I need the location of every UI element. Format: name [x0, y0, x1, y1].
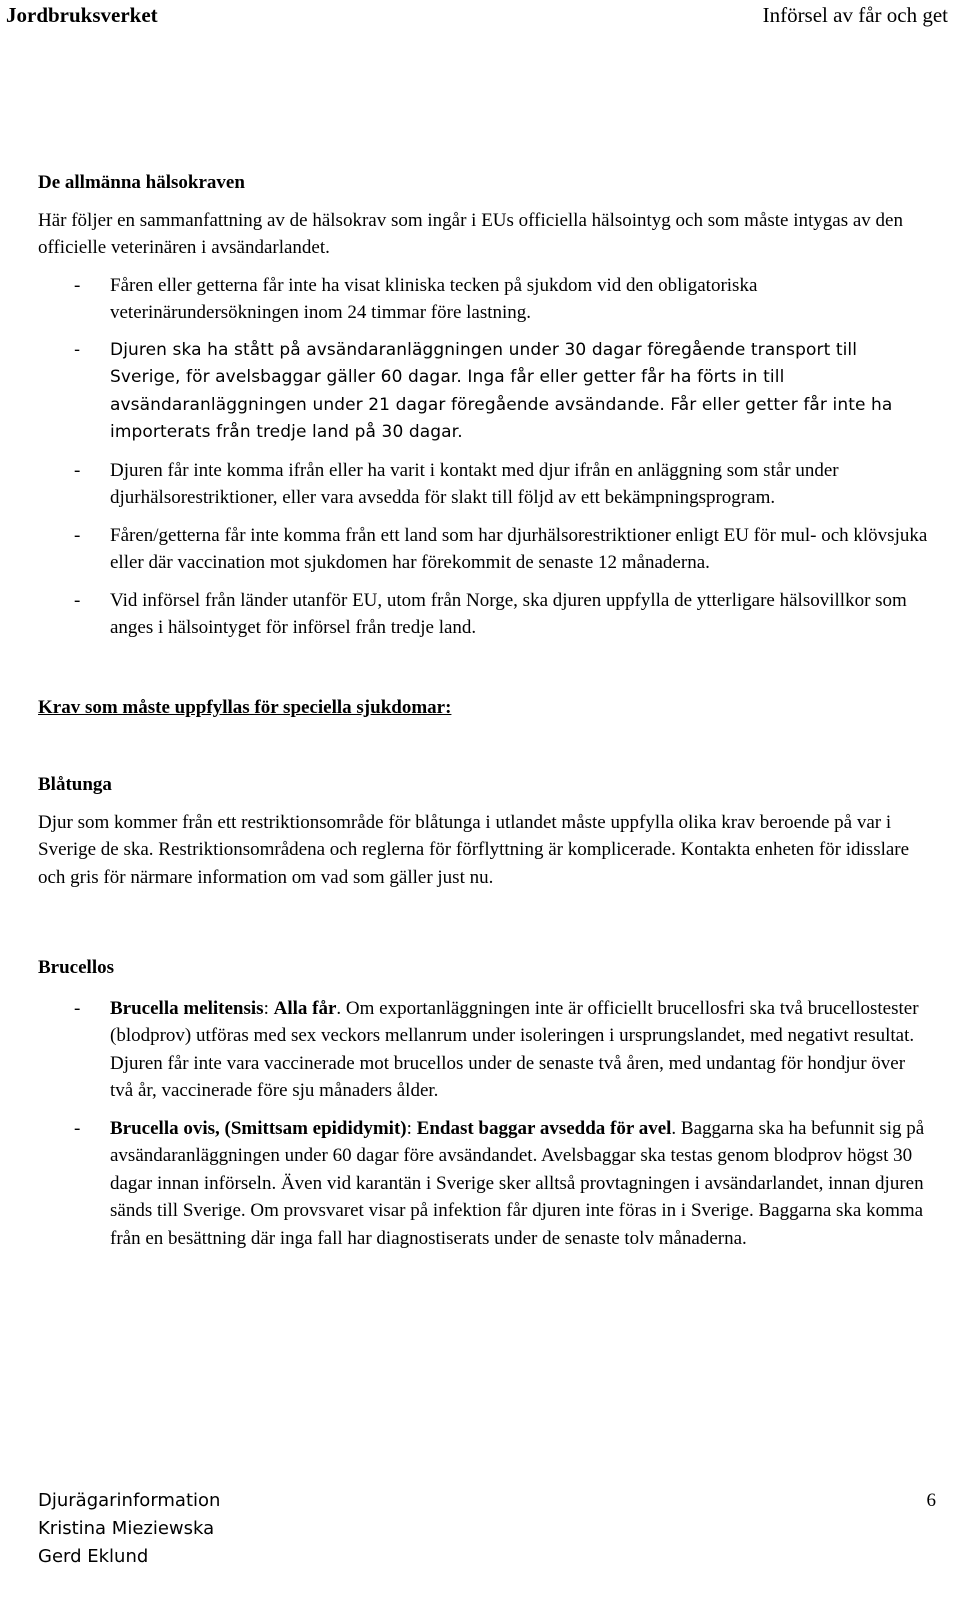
- separator-text: :: [406, 1117, 417, 1139]
- page-number: 6: [926, 1490, 936, 1511]
- affected-animals: Endast baggar avsedda för avel: [416, 1117, 672, 1139]
- general-health-heading: De allmänna hälsokraven: [38, 172, 245, 193]
- bluetongue-text: Djur som kommer från ett restriktionsområde för blåtunga i utlandet måste uppfylla olika krav beroende på var i Sverige de ska. Restriktionsområdena och reglerna för förflyttning är komplicerade. Kontakta enheten för idisslare och gris för närmare information om vad som gäller just nu.: [38, 811, 910, 888]
- general-requirements-list: [38, 272, 928, 642]
- list-dash: -: [74, 1117, 81, 1139]
- list-dash: -: [74, 589, 81, 611]
- page-header: [0, 0, 960, 30]
- disease-name: Brucella melitensis: [110, 997, 264, 1019]
- list-item-text: . Om exportanläggningen inte är officiellt brucellosfri ska två brucellostester (blodprov) utföras med sex veckors mellanrum under isoleringen i ursprungslandet, med negativt resultat. Djuren får inte vara vaccinerade mot brucellos under de senaste två åren, med undantag för hondjur över två år, vaccinerade före sju månaders ålder.: [110, 997, 919, 1101]
- main-content: [38, 169, 928, 1252]
- list-dash: -: [74, 997, 81, 1019]
- special-diseases-heading: Krav som måste uppfyllas för speciella sjukdomar:: [38, 696, 452, 718]
- list-item-text: Fåren/getterna får inte komma från ett land som har djurhälsorestriktioner enligt EU för mul- och klövsjuka eller där vaccination mot sjukdomen har förekommit de senaste 12 månaderna.: [110, 524, 928, 573]
- disease-name: Brucella ovis, (Smittsam epididymit): [110, 1117, 407, 1139]
- list-item: [38, 1115, 928, 1253]
- footer-category: Djurägarinformation: [38, 1490, 221, 1511]
- separator-text: :: [263, 997, 274, 1019]
- list-item-text: Djuren får inte komma ifrån eller ha varit i kontakt med djur ifrån en anläggning som står under djurhälsorestriktioner, eller vara avsedda för slakt till följd av ett bekämpningsprogram.: [110, 459, 839, 508]
- list-item: [38, 457, 928, 512]
- list-item-text: Djuren ska ha stått på avsändaranläggningen under 30 dagar föregående transport till Sverige, för avelsbaggar gäller 60 dagar. Inga får eller getter får ha förts in till avsändaranläggningen under 21 dagar föregående avsändande. Får eller getter får inte ha importerats från tredje land på 30 dagar.: [110, 339, 893, 442]
- list-dash: -: [74, 274, 81, 296]
- list-item: [38, 272, 928, 327]
- list-item-text: Vid införsel från länder utanför EU, utom från Norge, ska djuren uppfylla de ytterligare hälsovillkor som anges i hälsointyget för införsel från tredje land.: [110, 589, 907, 638]
- header-document-title: Införsel av får och get: [762, 3, 948, 27]
- list-item: [38, 587, 928, 642]
- header-organization: Jordbruksverket: [6, 3, 158, 27]
- brucellos-heading: Brucellos: [38, 957, 114, 978]
- list-dash: -: [74, 459, 81, 481]
- list-dash: -: [74, 339, 81, 360]
- list-item: [38, 337, 928, 447]
- footer-author-1: Kristina Mieziewska: [38, 1518, 215, 1539]
- general-intro: Här följer en sammanfattning av de hälsokrav som ingår i EUs officiella hälsointyg och som måste intygas av den officielle veterinären i avsändarlandet.: [38, 209, 903, 258]
- list-item: [38, 522, 928, 577]
- list-dash: -: [74, 524, 81, 546]
- bluetongue-heading: Blåtunga: [38, 774, 112, 795]
- footer-author-2: Gerd Eklund: [38, 1546, 149, 1567]
- brucellos-list: [38, 995, 928, 1253]
- affected-animals: Alla får: [273, 997, 337, 1019]
- list-item: [38, 995, 928, 1105]
- page-footer: [38, 1487, 936, 1571]
- list-item-text: . Baggarna ska ha befunnit sig på avsändaranläggningen under 60 dagar före avsändandet. Avelsbaggar ska testas genom blodprov högst 30 dagar innan införseln. Även vid karantän i Sverige sker alltså provtagningen i avsändarlandet, innan djuren sänds till Sverige. Om provsvaret visar på infektion får djuren inte föras in i Sverige. Baggarna ska komma från en besättning där inga fall har diagnostiserats under de senaste tolv månaderna.: [110, 1117, 925, 1249]
- list-item-text: Fåren eller getterna får inte ha visat kliniska tecken på sjukdom vid den obligatoriska veterinärundersökningen inom 24 timmar före lastning.: [110, 274, 758, 323]
